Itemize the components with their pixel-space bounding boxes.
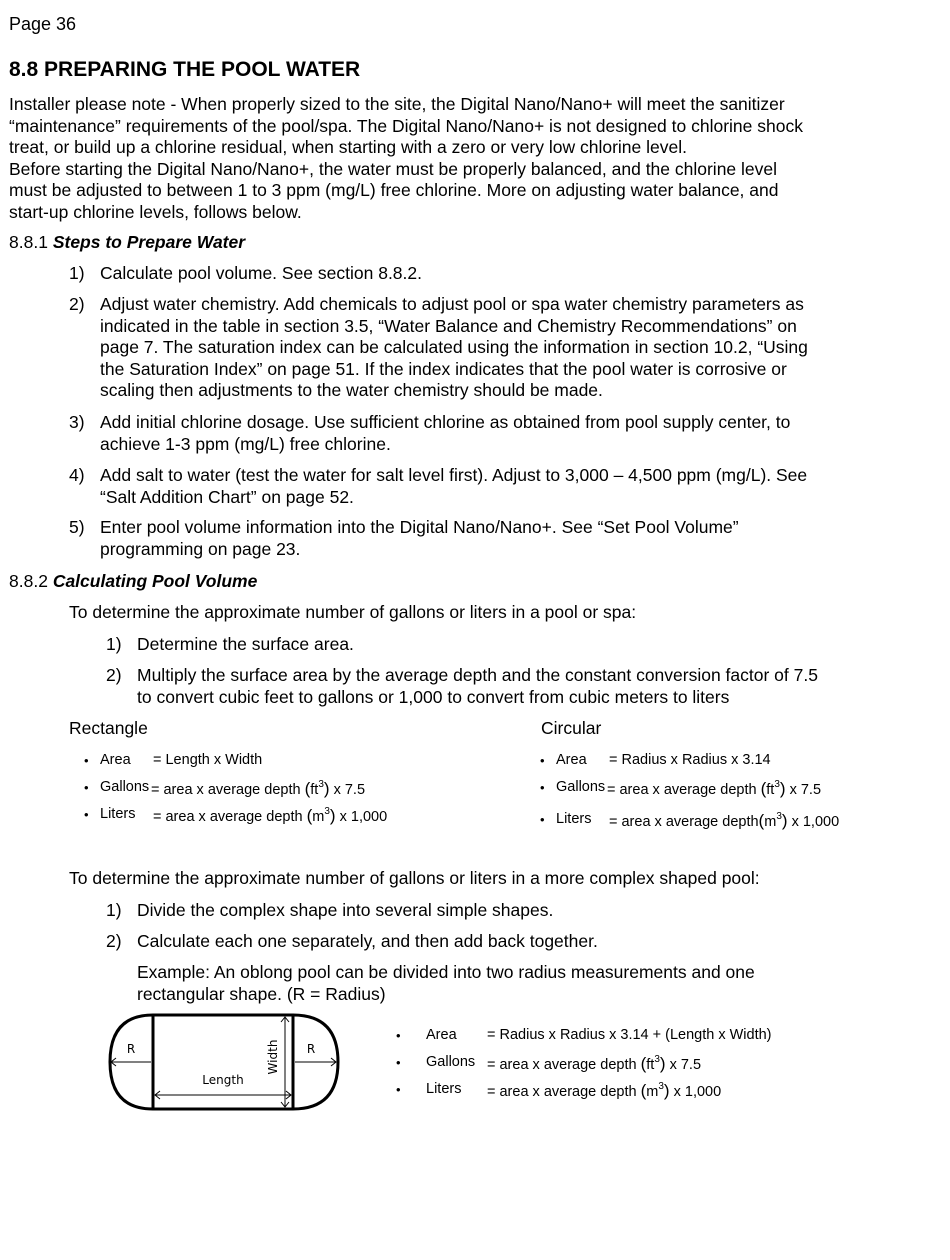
list-number: 1) xyxy=(69,263,85,283)
example-text xyxy=(137,962,877,1005)
formula-row xyxy=(540,752,900,774)
list-item xyxy=(69,263,889,285)
formula-row xyxy=(540,779,900,801)
bullet-icon: • xyxy=(396,1082,401,1097)
bullet-icon: • xyxy=(540,780,545,795)
intro-paragraph xyxy=(9,94,909,223)
list-number: 2) xyxy=(106,931,122,951)
formula-row xyxy=(396,1081,916,1103)
list-item xyxy=(69,465,889,509)
formula-text: = Radius x Radius x 3.14 xyxy=(609,752,771,768)
bullet-icon: • xyxy=(540,753,545,768)
formula-text: = area x average depth $(ft^3)$ x 7.5 xyxy=(607,779,822,798)
formula-row xyxy=(84,752,504,774)
bullet-icon: • xyxy=(396,1055,401,1070)
formula-row xyxy=(84,779,504,801)
formula-label: Liters xyxy=(426,1081,462,1097)
rectangle-heading: Rectangle xyxy=(69,718,148,738)
list-number: 1) xyxy=(106,900,122,920)
formula-text: = Length x Width xyxy=(153,752,263,768)
subsection-title: Calculating Pool Volume xyxy=(52,571,258,591)
length-label: Length xyxy=(202,1073,244,1087)
formula-text: = Radius x Radius x 3.14 + (Length x Width) xyxy=(487,1027,772,1043)
formula-label: Liters xyxy=(556,811,592,827)
formula-label: Area xyxy=(556,752,587,768)
subsection-heading-881 xyxy=(9,232,245,253)
complex-intro: To determine the approximate number of gallons or liters in a more complex shaped pool: xyxy=(69,868,760,888)
list-text: Enter pool volume information into the Digital Nano/Nano+. See “Set Pool Volume” xyxy=(100,517,739,537)
subsection-heading-882 xyxy=(9,571,257,592)
formula-text: = area x average depth $(m^3)$ x 1,000 xyxy=(153,806,388,825)
formula-text: = area x average $depth(m^3)$ x 1,000 xyxy=(609,811,840,830)
intro-line: treat, or build up a chlorine residual, when starting with a zero or very low chlorine level. xyxy=(9,137,687,157)
list-text: scaling then adjustments to the water chemistry should be made. xyxy=(100,380,603,400)
intro-line: Installer please note - When properly sized to the site, the Digital Nano/Nano+ will meet the sanitizer xyxy=(9,94,785,114)
list-text: “Salt Addition Chart” on page 52. xyxy=(100,486,354,507)
intro-line: Before starting the Digital Nano/Nano+, the water must be properly balanced, and the chlorine level xyxy=(9,158,778,179)
list-item xyxy=(69,412,889,456)
intro-line: “maintenance” requirements of the pool/spa. The Digital Nano/Nano+ is not designed to chlorine shock xyxy=(9,115,803,136)
list-number: 3) xyxy=(69,412,85,432)
bullet-icon: • xyxy=(396,1028,401,1043)
formula-row xyxy=(396,1054,916,1076)
formula-row xyxy=(396,1027,916,1049)
list-item xyxy=(106,931,886,953)
list-item xyxy=(106,900,886,922)
list-text: achieve 1-3 ppm (mg/L) free chlorine. xyxy=(100,433,391,454)
list-text: Divide the complex shape into several simple shapes. xyxy=(137,900,554,920)
formula-text: = area x average depth $(m^3)$ x 1,000 xyxy=(487,1081,722,1100)
formula-label: Gallons xyxy=(426,1054,476,1070)
list-number: 2) xyxy=(69,294,85,314)
example-line: rectangular shape. (R = Radius) xyxy=(137,983,386,1004)
bullet-icon: • xyxy=(540,812,545,827)
formula-label: Area xyxy=(426,1027,457,1043)
list-text: Add salt to water (test the water for salt level first). Adjust to 3,000 – 4,500 ppm (mg/L). See xyxy=(100,465,808,485)
list-text: Multiply the surface area by the average depth and the constant conversion factor of 7.5 xyxy=(137,665,818,685)
list-text: Adjust water chemistry. Add chemicals to adjust pool or spa water chemistry parameters as xyxy=(100,294,804,314)
radius-label-right: R xyxy=(306,1042,316,1056)
list-item xyxy=(69,517,889,561)
list-number: 1) xyxy=(106,634,122,654)
list-text: programming on page 23. xyxy=(100,538,301,559)
list-text: Determine the surface area. xyxy=(137,634,354,654)
formula-row xyxy=(84,806,504,828)
list-item xyxy=(106,665,886,709)
bullet-icon: • xyxy=(84,753,89,768)
bullet-icon: • xyxy=(84,807,89,822)
list-text: Add initial chlorine dosage. Use sufficient chlorine as obtained from pool supply center, to xyxy=(100,412,791,432)
example-line: Example: An oblong pool can be divided into two radius measurements and one xyxy=(137,962,755,982)
radius-label-left: R xyxy=(126,1042,136,1056)
formula-text: = area x average depth $(ft^3)$ x 7.5 xyxy=(487,1054,702,1073)
intro-line: must be adjusted to between 1 to 3 ppm (mg/L) free chlorine. More on adjusting water balance, and xyxy=(9,180,779,200)
list-item xyxy=(69,294,889,404)
subsection-title: Steps to Prepare Water xyxy=(52,232,246,252)
formula-label: Liters xyxy=(100,806,136,822)
list-text: the Saturation Index” on page 51. If the index indicates that the pool water is corrosive or xyxy=(100,358,787,379)
subsection-number: 8.8.1 xyxy=(9,232,48,252)
intro-line: start-up chlorine levels, follows below. xyxy=(9,201,302,222)
bullet-icon: • xyxy=(84,780,89,795)
subsection-number: 8.8.2 xyxy=(9,571,48,591)
list-text: to convert cubic feet to gallons or 1,000 to convert from cubic meters to liters xyxy=(137,686,730,707)
formula-text: = area x average depth $(ft^3)$ x 7.5 xyxy=(151,779,366,798)
formula-label: Gallons xyxy=(100,779,150,795)
oblong-pool-diagram xyxy=(106,1010,346,1116)
width-label: Width xyxy=(266,1039,280,1075)
list-item xyxy=(106,634,886,656)
formula-label: Gallons xyxy=(556,779,606,795)
list-text: Calculate pool volume. See section 8.8.2. xyxy=(100,263,422,283)
list-number: 2) xyxy=(106,665,122,685)
list-number: 4) xyxy=(69,465,85,485)
circular-heading: Circular xyxy=(541,718,602,738)
volume-intro: To determine the approximate number of gallons or liters in a pool or spa: xyxy=(69,602,637,622)
list-text: Calculate each one separately, and then add back together. xyxy=(137,931,598,951)
formula-label: Area xyxy=(100,752,131,768)
list-text: page 7. The saturation index can be calculated using the information in section 10.2, “Using xyxy=(100,337,808,357)
list-number: 5) xyxy=(69,517,85,537)
formula-row xyxy=(540,811,900,833)
list-text: indicated in the table in section 3.5, “Water Balance and Chemistry Recommendations” on xyxy=(100,315,797,336)
page-number: Page 36 xyxy=(9,14,77,34)
section-title: 8.8 PREPARING THE POOL WATER xyxy=(9,58,361,81)
